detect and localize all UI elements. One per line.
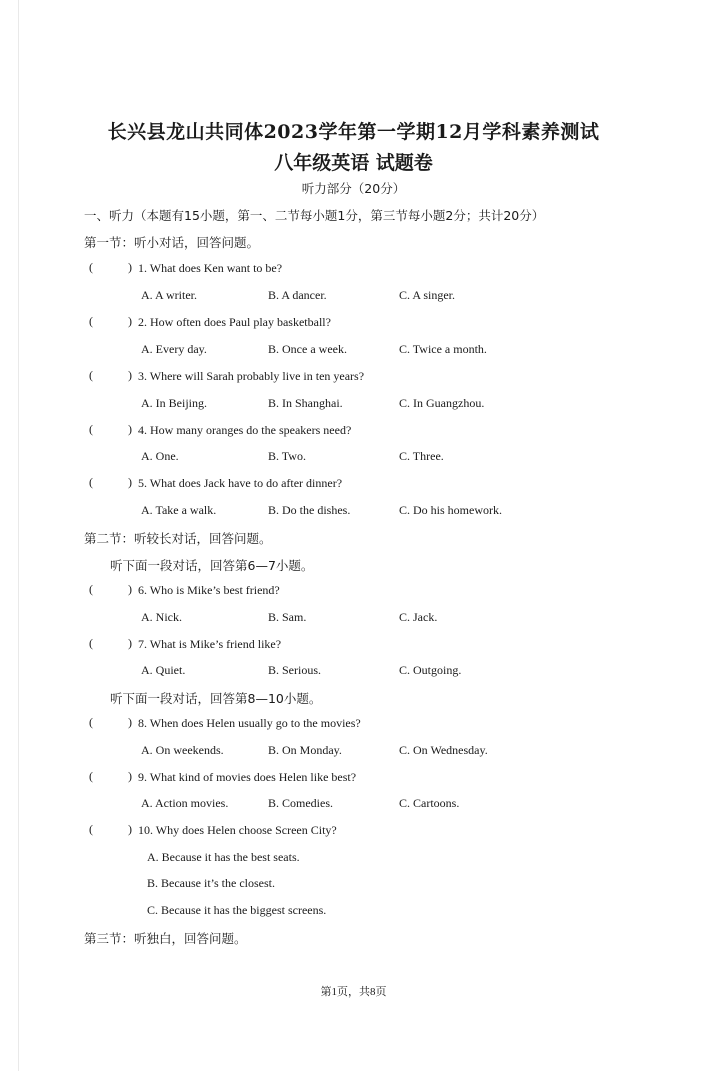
question-9: 9. What kind of movies does Helen like best? [138,770,357,784]
option-6a: A. Nick. [141,610,182,624]
option-9a: A. Action movies. [141,796,229,810]
page-footer: 第1页，共8页 [320,986,387,998]
answer-paren-open: ( [89,582,93,596]
option-1a: A. A writer. [141,288,197,302]
answer-paren-open: ( [89,368,93,382]
answer-paren-open: ( [89,769,93,783]
question-3: 3. Where will Sarah probably live in ten years? [138,369,365,383]
option-2b: B. Once a week. [268,342,347,356]
question-10: 10. Why does Helen choose Screen City? [138,823,337,837]
option-5c: C. Do his homework. [399,503,502,517]
option-1b: B. A dancer. [268,288,327,302]
answer-paren-close: ) [128,422,132,436]
question-1: 1. What does Ken want to be? [138,261,283,275]
option-9c: C. Cartoons. [399,796,460,810]
answer-paren-close: ) [128,368,132,382]
question-5: 5. What does Jack have to do after dinner? [138,476,343,490]
instruction-8-10: 听下面一段对话，回答第8—10小题。 [110,691,322,706]
answer-paren-close: ) [128,314,132,328]
answer-paren-open: ( [89,636,93,650]
option-3c: C. In Guangzhou. [399,396,485,410]
option-2c: C. Twice a month. [399,342,487,356]
question-2: 2. How often does Paul play basketball? [138,315,331,329]
option-8b: B. On Monday. [268,743,342,757]
option-4a: A. One. [141,449,179,463]
option-9b: B. Comedies. [268,796,333,810]
option-7c: C. Outgoing. [399,663,462,677]
section2-heading: 第二节：听较长对话，回答问题。 [84,531,272,546]
option-3a: A. In Beijing. [141,396,207,410]
exam-subtitle: 八年级英语 试题卷 [274,152,433,174]
option-2a: A. Every day. [141,342,207,356]
answer-paren-close: ) [128,582,132,596]
question-4: 4. How many oranges do the speakers need? [138,423,352,437]
option-3b: B. In Shanghai. [268,396,343,410]
option-7a: A. Quiet. [141,663,186,677]
answer-paren-open: ( [89,260,93,274]
option-10a: A. Because it has the best seats. [147,850,300,864]
question-7: 7. What is Mike’s friend like? [138,637,282,651]
option-4c: C. Three. [399,449,444,463]
answer-paren-open: ( [89,475,93,489]
answer-paren-open: ( [89,422,93,436]
answer-paren-close: ) [128,715,132,729]
option-5b: B. Do the dishes. [268,503,351,517]
option-5a: A. Take a walk. [141,503,217,517]
answer-paren-close: ) [128,822,132,836]
instruction-6-7: 听下面一段对话，回答第6—7小题。 [110,558,314,573]
answer-paren-close: ) [128,260,132,274]
answer-paren-close: ) [128,769,132,783]
section3-heading: 第三节：听独白，回答问题。 [84,931,247,946]
answer-paren-open: ( [89,314,93,328]
option-10b: B. Because it’s the closest. [147,876,275,890]
option-10c: C. Because it has the biggest screens. [147,903,327,917]
section-main-heading: 一、听力（本题有15小题，第一、二节每小题1分，第三节每小题2分；共计20分） [84,208,545,223]
option-8a: A. On weekends. [141,743,224,757]
option-6c: C. Jack. [399,610,438,624]
option-7b: B. Serious. [268,663,322,677]
option-8c: C. On Wednesday. [399,743,488,757]
answer-paren-open: ( [89,715,93,729]
question-6: 6. Who is Mike’s best friend? [138,583,280,597]
answer-paren-close: ) [128,475,132,489]
section1-heading: 第一节：听小对话，回答问题。 [84,235,260,250]
listening-part-heading: 听力部分（20分） [301,181,406,196]
option-1c: C. A singer. [399,288,456,302]
option-6b: B. Sam. [268,610,307,624]
answer-paren-close: ) [128,636,132,650]
exam-title: 长兴县龙山共同体2023学年第一学期12月学科素养测试 [107,121,600,143]
option-4b: B. Two. [268,449,306,463]
answer-paren-open: ( [89,822,93,836]
question-8: 8. When does Helen usually go to the movies? [138,716,361,730]
